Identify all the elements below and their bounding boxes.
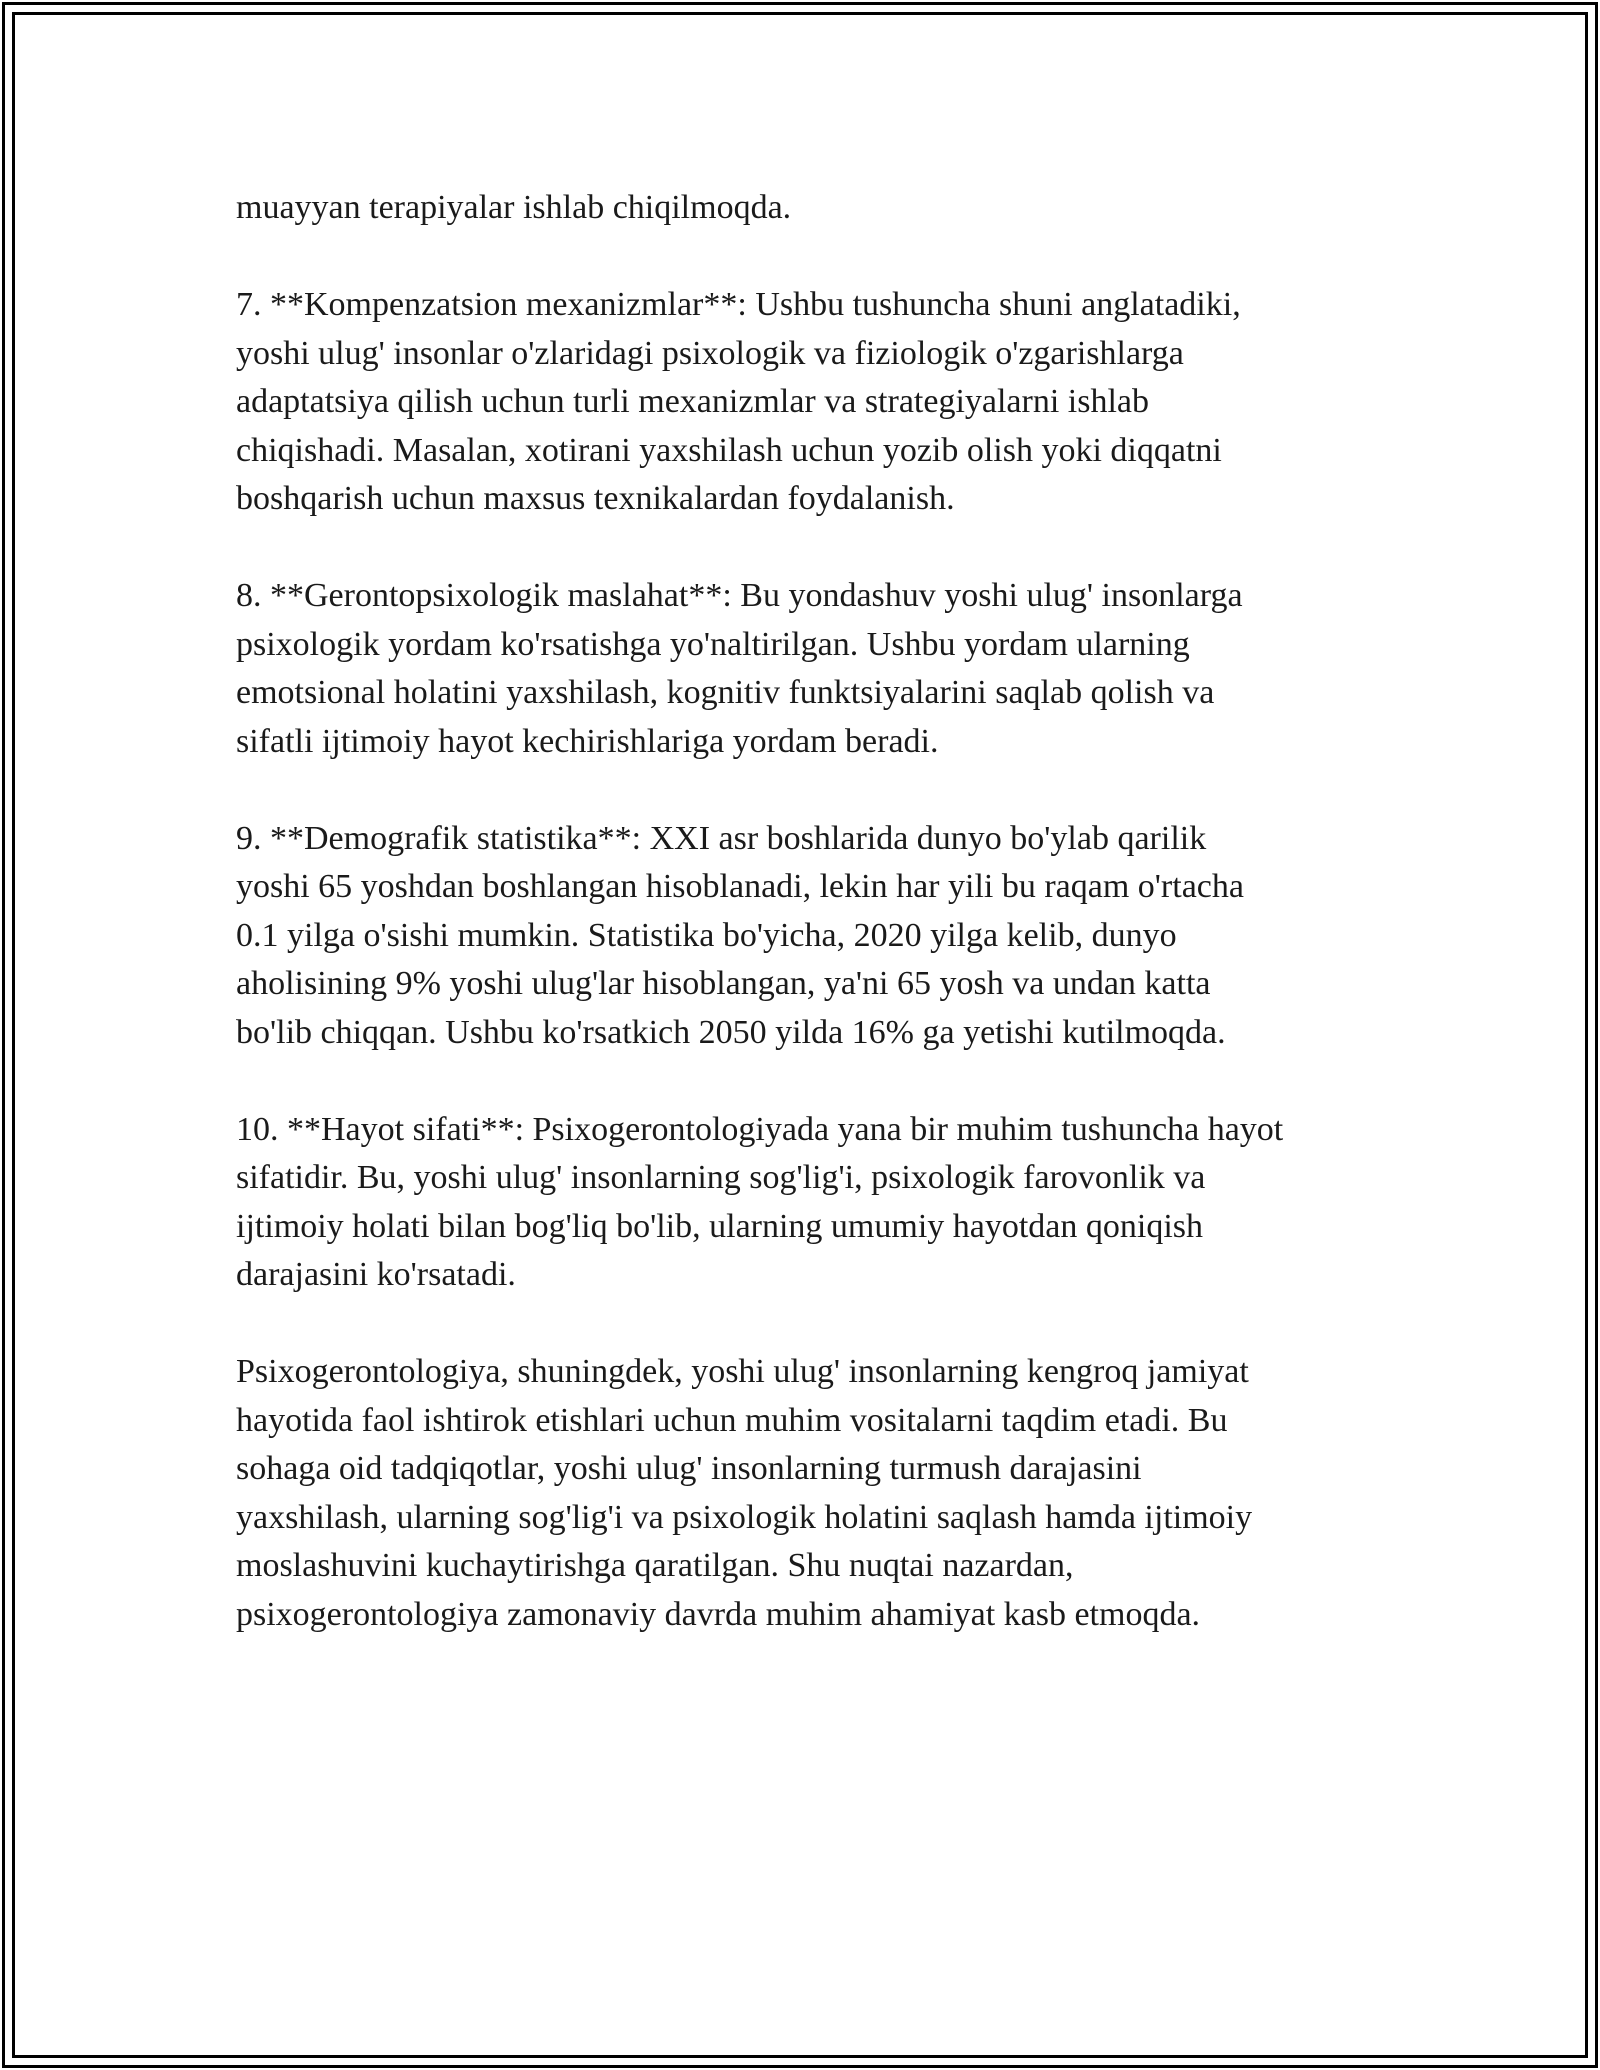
text-line: moslashuvini kuchaytirishga qaratilgan. Shu nuqtai nazardan, (236, 1547, 1074, 1584)
text-line: sifatidir. Bu, yoshi ulug' insonlarning sog'lig'i, psixologik farovonlik va (236, 1159, 1206, 1196)
text-line: 8. **Gerontopsixologik maslahat**: Bu yondashuv yoshi ulug' insonlarga (236, 577, 1243, 614)
text-line: aholisining 9% yoshi ulug'lar hisoblangan, ya'ni 65 yosh va undan katta (236, 965, 1211, 1002)
text-line: muayyan terapiyalar ishlab chiqilmoqda. (236, 189, 792, 226)
text-line: Psixogerontologiya, shuningdek, yoshi ulug' insonlarning kengroq jamiyat (236, 1353, 1249, 1390)
paragraph-item-9 (236, 815, 1396, 1058)
text-line: psixologik yordam ko'rsatishga yo'naltirilgan. Ushbu yordam ularning (236, 625, 1190, 663)
text-line: bo'lib chiqqan. Ushbu ko'rsatkich 2050 yilda 16% ga yetishi kutilmoqda. (236, 1013, 1226, 1051)
paragraph-item-7 (236, 281, 1396, 524)
text-line: darajasini ko'rsatadi. (236, 1256, 516, 1293)
text-line: 0.1 yilga o'sishi mumkin. Statistika bo'yicha, 2020 yilga kelib, dunyo (236, 916, 1177, 954)
text-line: boshqarish uchun maxsus texnikalardan foydalanish. (236, 480, 955, 517)
text-line: yoshi ulug' insonlar o'zlaridagi psixologik va fiziologik o'zgarishlarga (236, 334, 1184, 372)
text-line: yoshi 65 yoshdan boshlangan hisoblanadi, lekin har yili bu raqam o'rtacha (236, 868, 1244, 905)
text-line: chiqishadi. Masalan, xotirani yaxshilash uchun yozib olish yoki diqqatni (236, 431, 1222, 469)
text-line: sohaga oid tadqiqotlar, yoshi ulug' insonlarning turmush darajasini (236, 1450, 1142, 1487)
paragraph-item-8 (236, 572, 1396, 766)
text-line: yaxshilash, ularning sog'lig'i va psixologik holatini saqlash hamda ijtimoiy (236, 1498, 1253, 1536)
paragraph-item-10 (236, 1106, 1396, 1300)
paragraph-conclusion (236, 1348, 1396, 1639)
text-line: emotsional holatini yaxshilash, kognitiv funktsiyalarini saqlab qolish va (236, 674, 1215, 711)
text-line: 7. **Kompenzatsion mexanizmlar**: Ushbu tushuncha shuni anglatadiki, (236, 286, 1241, 323)
text-line: hayotida faol ishtirok etishlari uchun muhim vositalarni taqdim etadi. Bu (236, 1401, 1228, 1439)
text-line: ijtimoiy holati bilan bog'liq bo'lib, ularning umumiy hayotdan qoniqish (236, 1207, 1204, 1245)
text-line: 9. **Demografik statistika**: XXI asr boshlarida dunyo bo'ylab qarilik (236, 819, 1207, 857)
text-line: psixogerontologiya zamonaviy davrda muhim ahamiyat kasb etmoqda. (236, 1595, 1201, 1633)
text-line: adaptatsiya qilish uchun turli mexanizmlar va strategiyalarni ishlab (236, 383, 1150, 420)
document-body (236, 184, 1396, 1688)
text-line: 10. **Hayot sifati**: Psixogerontologiyada yana bir muhim tushuncha hayot (236, 1110, 1284, 1148)
paragraph-intro-continuation (236, 184, 1396, 233)
text-line: sifatli ijtimoiy hayot kechirishlariga yordam beradi. (236, 722, 939, 760)
